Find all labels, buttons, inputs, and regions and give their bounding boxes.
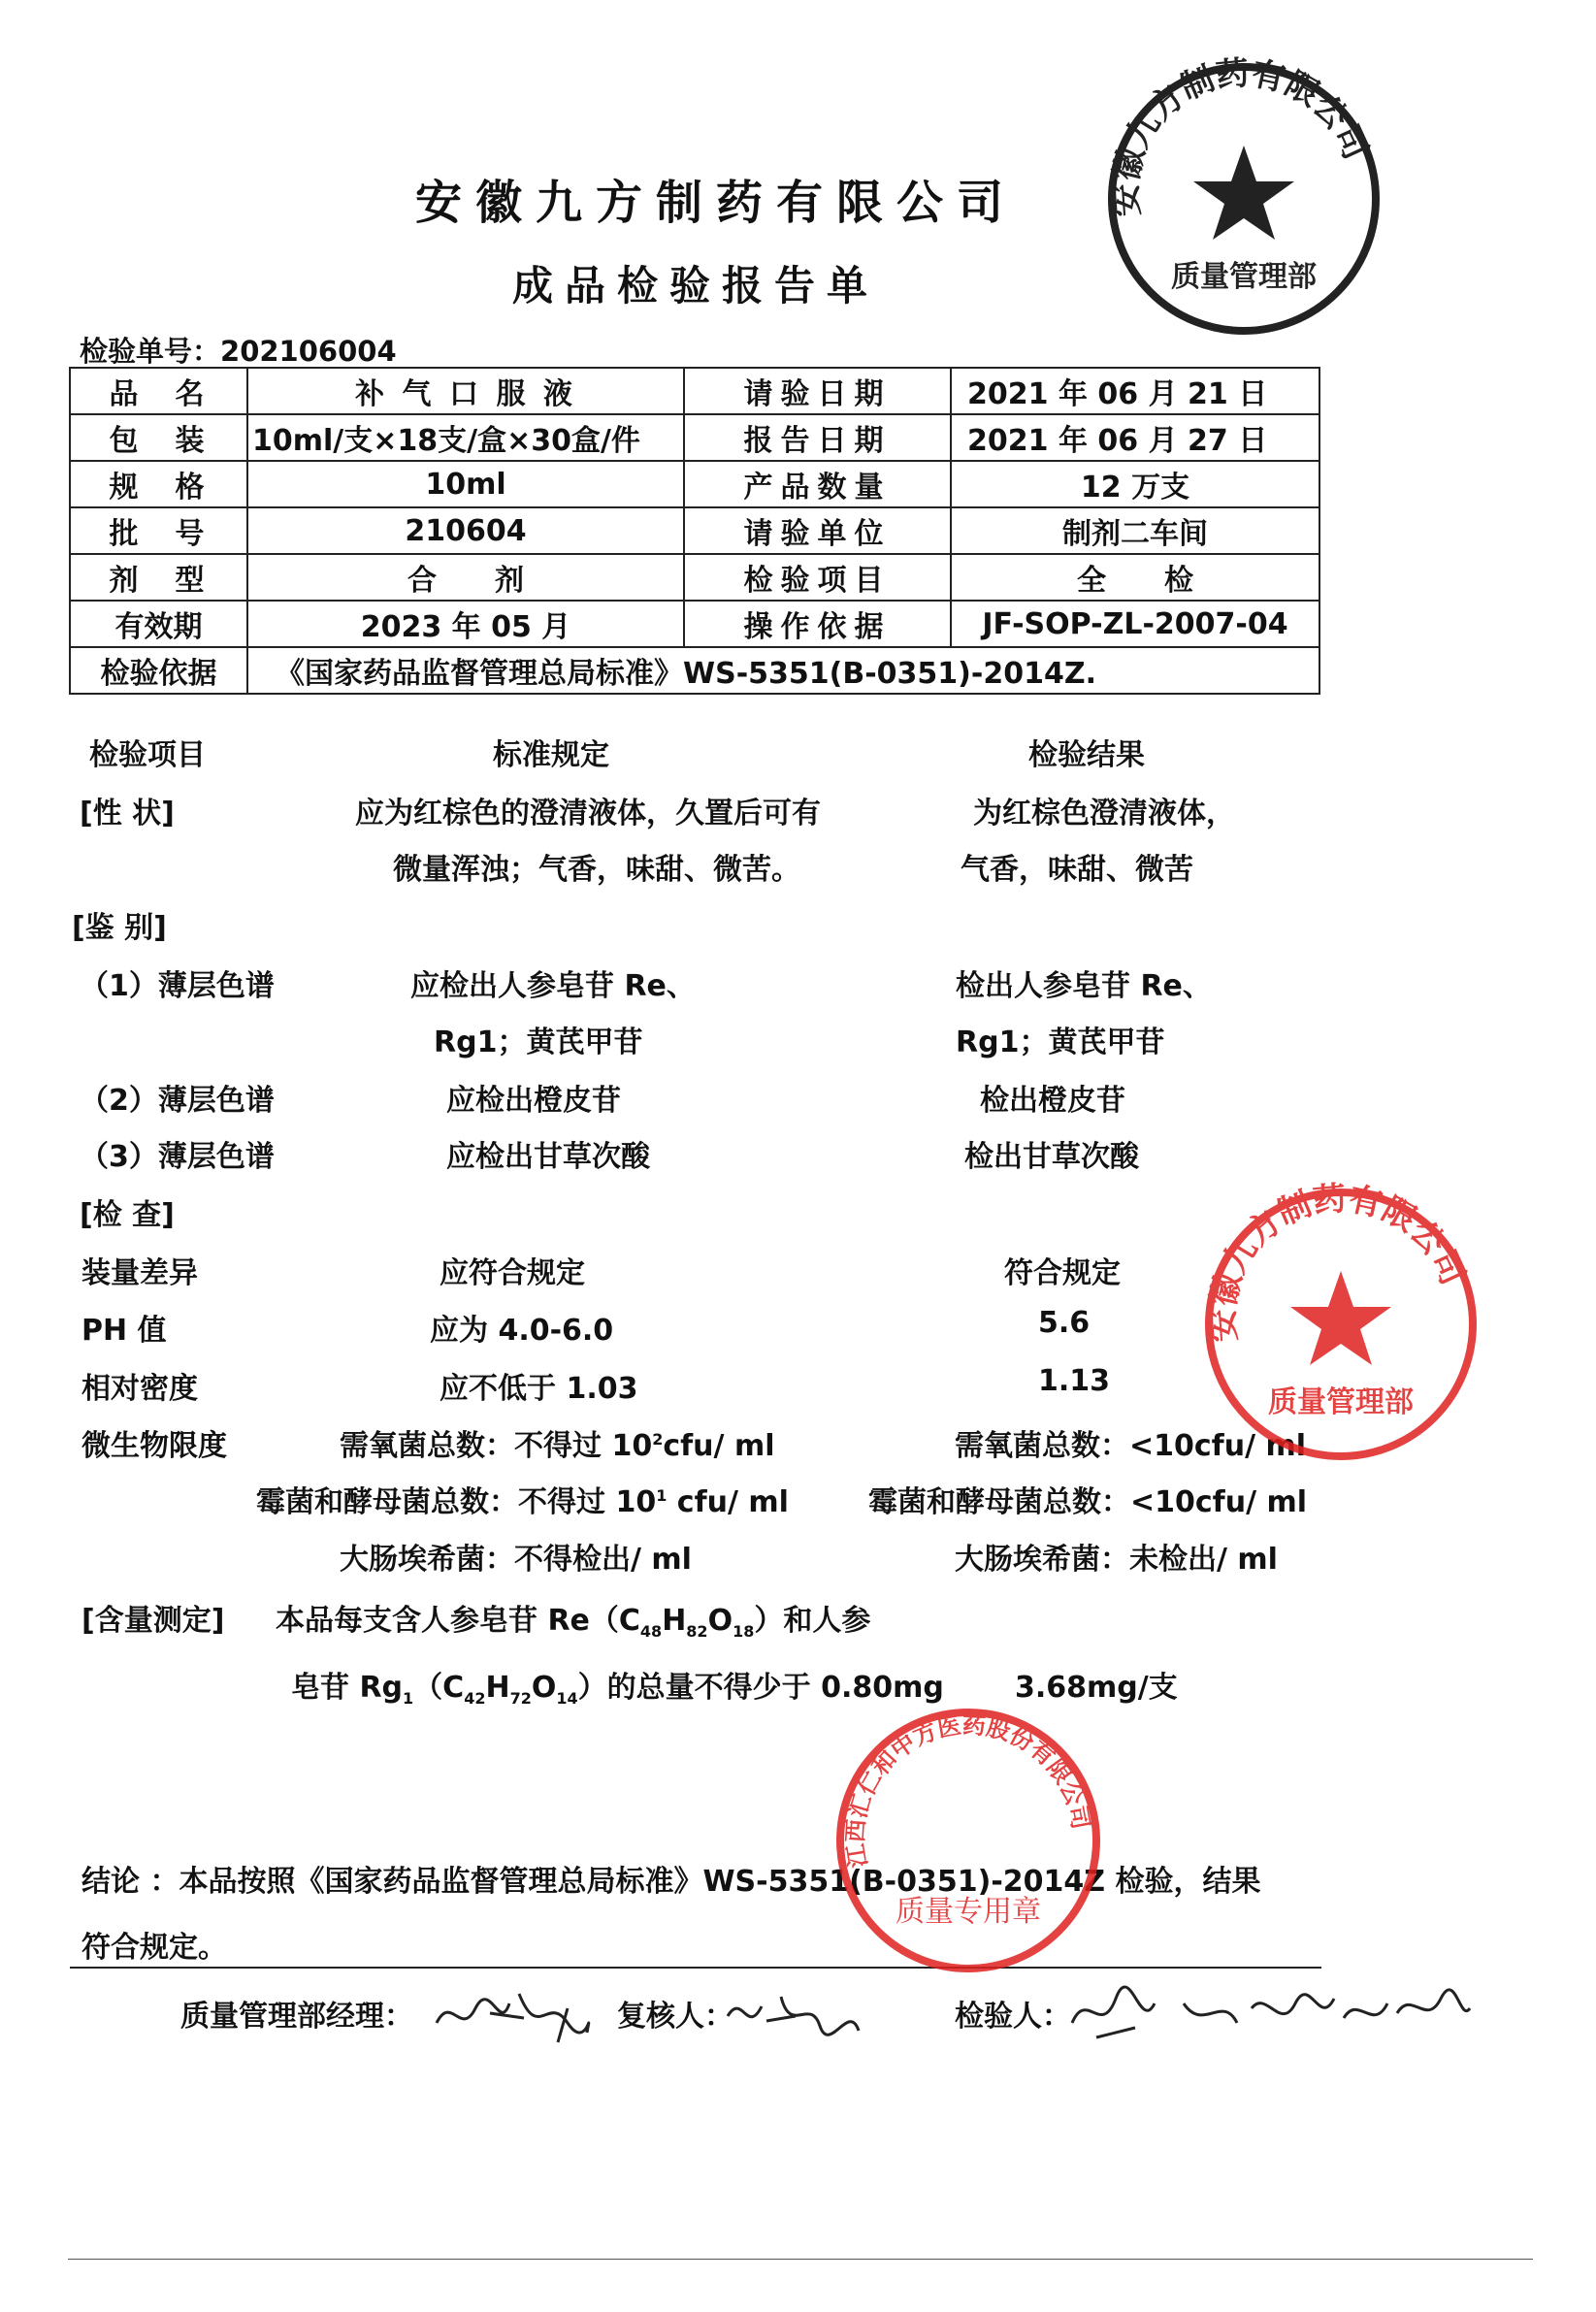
mold-standard-text: 霉菌和酵母菌总数：不得过 10 — [256, 1485, 657, 1519]
packaging-value: 10ml/支×18支/盒×30盒/件 — [247, 414, 684, 461]
assay-standard-1-text-a: 本品每支含人参皂苷 Re（C — [276, 1604, 640, 1638]
assay-standard-2-sub-rg: 1 — [403, 1689, 414, 1708]
tlc1-standard-1: 应检出人参皂苷 Re、 — [410, 969, 696, 1003]
density-standard: 应不低于 1.03 — [440, 1372, 638, 1406]
reviewer-signature — [723, 1987, 868, 2045]
assay-standard-2-text-c: H — [485, 1671, 510, 1705]
spec-value: 10ml — [247, 461, 684, 507]
assay-standard-2-sub-h: 72 — [509, 1689, 532, 1708]
product-info-table — [69, 367, 1320, 695]
density-label: 相对密度 — [81, 1372, 198, 1406]
aerobic-result: 需氧菌总数：<10cfu/ ml — [955, 1429, 1307, 1463]
table-row — [70, 554, 1319, 601]
batch-value: 210604 — [247, 507, 684, 554]
dept-value: 制剂二车间 — [951, 507, 1319, 554]
character-standard-1: 应为红棕色的澄清液体，久置后可有 — [355, 797, 821, 830]
assay-standard-2-text-b: （C — [413, 1671, 465, 1705]
fill-label: 装量差异 — [81, 1256, 198, 1290]
tlc2-result: 检出橙皮苷 — [980, 1084, 1125, 1118]
table-row — [70, 507, 1319, 554]
table-row — [70, 461, 1319, 507]
assay-standard-1-text-c: O — [707, 1604, 733, 1638]
inspector-label: 检验人： — [955, 2000, 1071, 2034]
assay-standard-1-sub-h: 82 — [686, 1622, 708, 1641]
procedure-value: JF-SOP-ZL-2007-04 — [951, 601, 1319, 647]
seal-1-star-icon — [1193, 146, 1294, 240]
company-seal-black — [1098, 53, 1389, 344]
tlc1-standard-2: Rg1；黄芪甲苷 — [434, 1026, 643, 1059]
mold-standard — [256, 1478, 789, 1520]
expiry-label: 有效期 — [70, 601, 247, 647]
packaging-label: 包 装 — [70, 414, 247, 461]
spec-label: 规 格 — [70, 461, 247, 507]
request-date-label: 请验日期 — [684, 368, 951, 414]
form-label: 剂 型 — [70, 554, 247, 601]
column-header-item: 检验项目 — [89, 738, 206, 772]
character-section: [性 状] — [80, 797, 175, 830]
tlc3-label: （3）薄层色谱 — [80, 1140, 275, 1174]
request-date-value: 2021 年 06 月 21 日 — [951, 368, 1319, 414]
expiry-value: 2023 年 05 月 — [247, 601, 684, 647]
assay-standard-1-sub-c: 48 — [639, 1622, 663, 1641]
assay-section: [含量测定] — [81, 1604, 225, 1638]
assay-standard-1-text-d: ）和人参 — [754, 1604, 871, 1638]
batch-label: 批 号 — [70, 507, 247, 554]
fill-standard: 应符合规定 — [440, 1256, 585, 1290]
form-value: 合 剂 — [247, 554, 684, 601]
report-date-label: 报告日期 — [684, 414, 951, 461]
table-row — [70, 601, 1319, 647]
character-standard-2: 微量浑浊；气香，味甜、微苦。 — [393, 853, 800, 887]
assay-standard-2-sub-c: 42 — [464, 1689, 486, 1708]
assay-standard-1-text-b: H — [662, 1604, 687, 1638]
density-result: 1.13 — [1038, 1364, 1111, 1398]
tlc3-result: 检出甘草次酸 — [964, 1140, 1139, 1174]
seal-2-center-text: 质量管理部 — [1268, 1385, 1414, 1419]
aerobic-standard-exponent: 2 — [652, 1430, 664, 1449]
seal-3-ring-path: 江西汇仁和中方医药股份有限公司 — [840, 1710, 1095, 1870]
assay-result: 3.68mg/支 — [1015, 1671, 1178, 1705]
character-result-2: 气香，味甜、微苦 — [961, 853, 1193, 887]
bottom-rule — [68, 2259, 1533, 2260]
report-number — [80, 330, 397, 370]
seal-1-ring-path: 安徽九方制药有限公司 — [1106, 53, 1376, 218]
report-number-label: 检验单号： — [80, 335, 221, 368]
basis-label: 检验依据 — [70, 647, 247, 694]
procedure-label: 操作依据 — [684, 601, 951, 647]
items-label: 检验项目 — [684, 554, 951, 601]
table-row — [70, 414, 1319, 461]
report-title: 成品检验报告单 — [512, 262, 880, 309]
ph-standard: 应为 4.0-6.0 — [430, 1314, 614, 1348]
tlc3-standard: 应检出甘草次酸 — [446, 1140, 650, 1174]
inspection-section: [检 查] — [80, 1198, 175, 1232]
manager-signature — [432, 1984, 597, 2052]
manager-label: 质量管理部经理： — [180, 2000, 413, 2034]
product-name-value: 补 气 口 服 液 — [247, 368, 684, 414]
assay-standard-1-sub-o: 18 — [733, 1622, 755, 1641]
report-number-value: 202106004 — [220, 335, 397, 368]
ph-result: 5.6 — [1038, 1306, 1091, 1340]
mold-standard-exponent: 1 — [656, 1486, 668, 1505]
tlc1-result-2: Rg1；黄芪甲苷 — [956, 1026, 1165, 1059]
column-header-result: 检验结果 — [1028, 738, 1145, 772]
ph-label: PH 值 — [81, 1314, 167, 1348]
report-date-value: 2021 年 06 月 27 日 — [951, 414, 1319, 461]
seal-1-center-text: 质量管理部 — [1171, 260, 1317, 294]
company-name: 安徽九方制药有限公司 — [415, 176, 1018, 230]
items-value: 全 检 — [951, 554, 1319, 601]
quantity-label: 产品数量 — [684, 461, 951, 507]
aerobic-standard — [340, 1421, 774, 1464]
mold-result: 霉菌和酵母菌总数：<10cfu/ ml — [868, 1485, 1308, 1519]
reviewer-label: 复核人： — [617, 2000, 733, 2034]
dept-label: 请验单位 — [684, 507, 951, 554]
company-seal-red — [1195, 1179, 1486, 1470]
tlc2-standard: 应检出橙皮苷 — [446, 1084, 621, 1118]
seal-3-center-text: 质量专用章 — [896, 1895, 1041, 1929]
tlc2-label: （2）薄层色谱 — [80, 1084, 275, 1118]
seal-3-ring-text — [840, 1710, 1094, 1870]
fill-result: 符合规定 — [1004, 1256, 1121, 1290]
conclusion-line-2: 符合规定。 — [81, 1931, 227, 1965]
assay-standard-2-text-e: ）的总量不得少于 0.80mg — [577, 1671, 944, 1705]
assay-standard-2-text-a: 皂苷 Rg — [291, 1671, 404, 1705]
identification-section: [鉴 别] — [72, 911, 167, 945]
assay-standard-2-sub-o: 14 — [556, 1689, 578, 1708]
conclusion-line-1: 结论 ：本品按照《国家药品监督管理总局标准》WS-5351(B-0351)-2014Z 检验，结果 — [81, 1865, 1261, 1899]
product-name-label: 品 名 — [70, 368, 247, 414]
quantity-value: 12 万支 — [951, 461, 1319, 507]
table-row — [70, 368, 1319, 414]
basis-value: 《国家药品监督管理总局标准》WS-5351(B-0351)-2014Z. — [247, 647, 1319, 694]
micro-label: 微生物限度 — [81, 1429, 227, 1463]
seal-2-ring-path: 安徽九方制药有限公司 — [1203, 1179, 1473, 1344]
conclusion-divider — [70, 1967, 1321, 1969]
table-row — [70, 647, 1319, 694]
assay-standard-1 — [276, 1596, 870, 1641]
ecoli-standard: 大肠埃希菌：不得检出/ ml — [340, 1543, 692, 1577]
mold-standard-unit: cfu/ ml — [667, 1485, 789, 1519]
seal-2-star-icon — [1290, 1271, 1391, 1365]
assay-standard-2-text-d: O — [531, 1671, 557, 1705]
quality-seal-red — [828, 1700, 1109, 1981]
tlc1-label: （1）薄层色谱 — [80, 969, 275, 1003]
aerobic-standard-unit: cfu/ ml — [663, 1429, 775, 1463]
character-result-1: 为红棕色澄清液体， — [973, 797, 1235, 830]
inspector-signature — [1067, 1979, 1475, 2047]
ecoli-result: 大肠埃希菌：未检出/ ml — [955, 1543, 1278, 1577]
column-header-standard: 标准规定 — [493, 738, 609, 772]
tlc1-result-1: 检出人参皂苷 Re、 — [956, 969, 1212, 1003]
aerobic-standard-text: 需氧菌总数：不得过 10 — [340, 1429, 653, 1463]
